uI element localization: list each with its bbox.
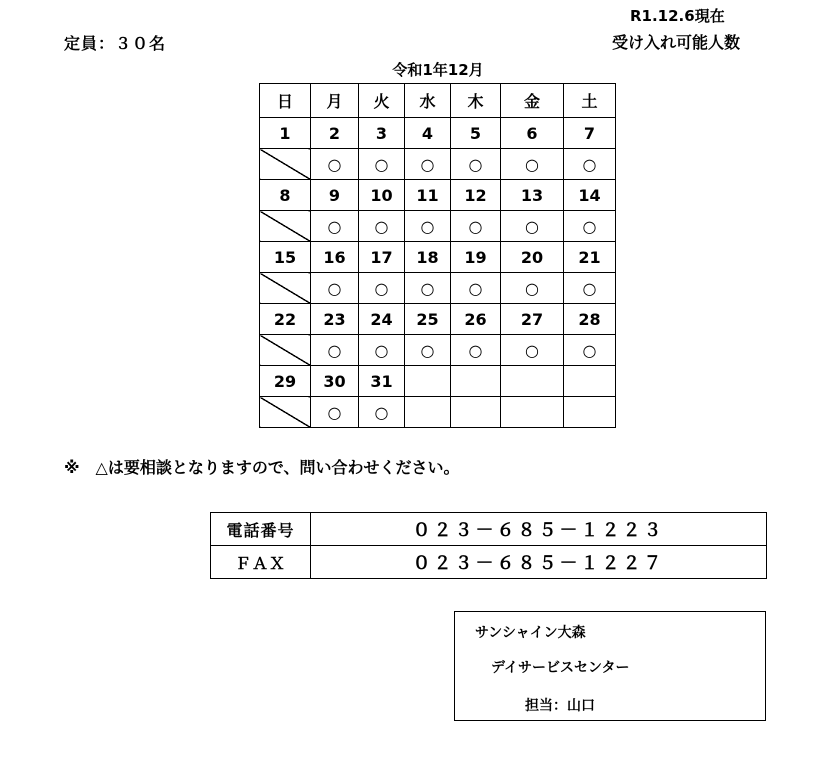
date-cell: 31 [359, 366, 405, 397]
date-cell: 3 [359, 118, 405, 149]
date-cell: 15 [260, 242, 311, 273]
capacity-label: 定員：３０名 [64, 34, 167, 53]
weekday-header: 木 [451, 84, 501, 118]
availability-mark: ○ [564, 149, 616, 180]
date-cell [501, 366, 564, 397]
availability-mark: ○ [564, 273, 616, 304]
date-cell: 14 [564, 180, 616, 211]
date-cell [405, 366, 451, 397]
availability-mark [405, 397, 451, 428]
date-cell: 19 [451, 242, 501, 273]
availability-mark: ○ [501, 211, 564, 242]
date-cell [451, 366, 501, 397]
availability-mark: ○ [501, 335, 564, 366]
availability-row [260, 211, 616, 242]
availability-mark: ○ [405, 211, 451, 242]
availability-mark: ○ [359, 273, 405, 304]
date-row [260, 366, 616, 397]
availability-mark: ○ [311, 149, 359, 180]
date-cell: 1 [260, 118, 311, 149]
availability-mark: ○ [501, 273, 564, 304]
phone-label: 電話番号 [211, 513, 311, 546]
closed-day-cell [260, 149, 311, 180]
date-cell: 26 [451, 304, 501, 335]
organization-department: デイサービスセンター [491, 660, 630, 676]
date-cell: 23 [311, 304, 359, 335]
availability-mark [564, 397, 616, 428]
organization-box [454, 611, 766, 721]
closed-day-cell [260, 397, 311, 428]
date-cell: 2 [311, 118, 359, 149]
date-row [260, 304, 616, 335]
date-cell: 5 [451, 118, 501, 149]
availability-mark: ○ [359, 335, 405, 366]
date-cell: 18 [405, 242, 451, 273]
availability-row [260, 397, 616, 428]
date-cell: 24 [359, 304, 405, 335]
fax-number: ０２３－６８５－１２２７ [311, 546, 767, 579]
availability-row [260, 273, 616, 304]
organization-name: サンシャイン大森 [475, 625, 586, 641]
consultation-note: ※ △は要相談となりますので、問い合わせください。 [64, 458, 460, 477]
date-cell: 27 [501, 304, 564, 335]
availability-mark: ○ [311, 211, 359, 242]
date-cell: 7 [564, 118, 616, 149]
contact-table [210, 512, 767, 579]
availability-title: 受け入れ可能人数 [612, 33, 741, 52]
date-cell: 6 [501, 118, 564, 149]
availability-mark: ○ [359, 149, 405, 180]
date-row [260, 118, 616, 149]
date-cell: 17 [359, 242, 405, 273]
closed-day-cell [260, 211, 311, 242]
date-cell: 22 [260, 304, 311, 335]
date-cell: 28 [564, 304, 616, 335]
date-cell: 16 [311, 242, 359, 273]
closed-day-cell [260, 335, 311, 366]
contact-person: 担当：山口 [525, 698, 595, 714]
date-cell: 12 [451, 180, 501, 211]
date-cell: 29 [260, 366, 311, 397]
date-cell: 25 [405, 304, 451, 335]
date-cell: 8 [260, 180, 311, 211]
availability-mark: ○ [311, 397, 359, 428]
availability-mark: ○ [451, 335, 501, 366]
availability-mark: ○ [501, 149, 564, 180]
availability-mark: ○ [311, 273, 359, 304]
weekday-header: 金 [501, 84, 564, 118]
availability-mark: ○ [359, 397, 405, 428]
availability-mark: ○ [451, 149, 501, 180]
weekday-header: 日 [260, 84, 311, 118]
availability-mark [501, 397, 564, 428]
availability-mark: ○ [451, 211, 501, 242]
phone-number: ０２３－６８５－１２２３ [311, 513, 767, 546]
availability-mark: ○ [405, 149, 451, 180]
date-cell: 11 [405, 180, 451, 211]
availability-row [260, 335, 616, 366]
weekday-header: 月 [311, 84, 359, 118]
weekday-header: 水 [405, 84, 451, 118]
availability-mark: ○ [564, 211, 616, 242]
availability-calendar [259, 83, 616, 428]
weekday-header: 土 [564, 84, 616, 118]
date-cell: 13 [501, 180, 564, 211]
as-of-date: R1.12.6現在 [630, 7, 725, 25]
date-cell: 9 [311, 180, 359, 211]
date-cell: 4 [405, 118, 451, 149]
date-row [260, 242, 616, 273]
availability-row [260, 149, 616, 180]
availability-mark: ○ [451, 273, 501, 304]
month-title: 令和1年12月 [392, 61, 484, 79]
date-row [260, 180, 616, 211]
weekday-header-row [260, 84, 616, 118]
availability-mark: ○ [405, 335, 451, 366]
availability-mark [451, 397, 501, 428]
date-cell: 10 [359, 180, 405, 211]
availability-mark: ○ [564, 335, 616, 366]
fax-label: ＦＡＸ [211, 546, 311, 579]
fax-row [211, 546, 767, 579]
availability-mark: ○ [405, 273, 451, 304]
weekday-header: 火 [359, 84, 405, 118]
date-cell: 30 [311, 366, 359, 397]
availability-mark: ○ [311, 335, 359, 366]
date-cell: 20 [501, 242, 564, 273]
date-cell [564, 366, 616, 397]
closed-day-cell [260, 273, 311, 304]
availability-mark: ○ [359, 211, 405, 242]
phone-row [211, 513, 767, 546]
date-cell: 21 [564, 242, 616, 273]
